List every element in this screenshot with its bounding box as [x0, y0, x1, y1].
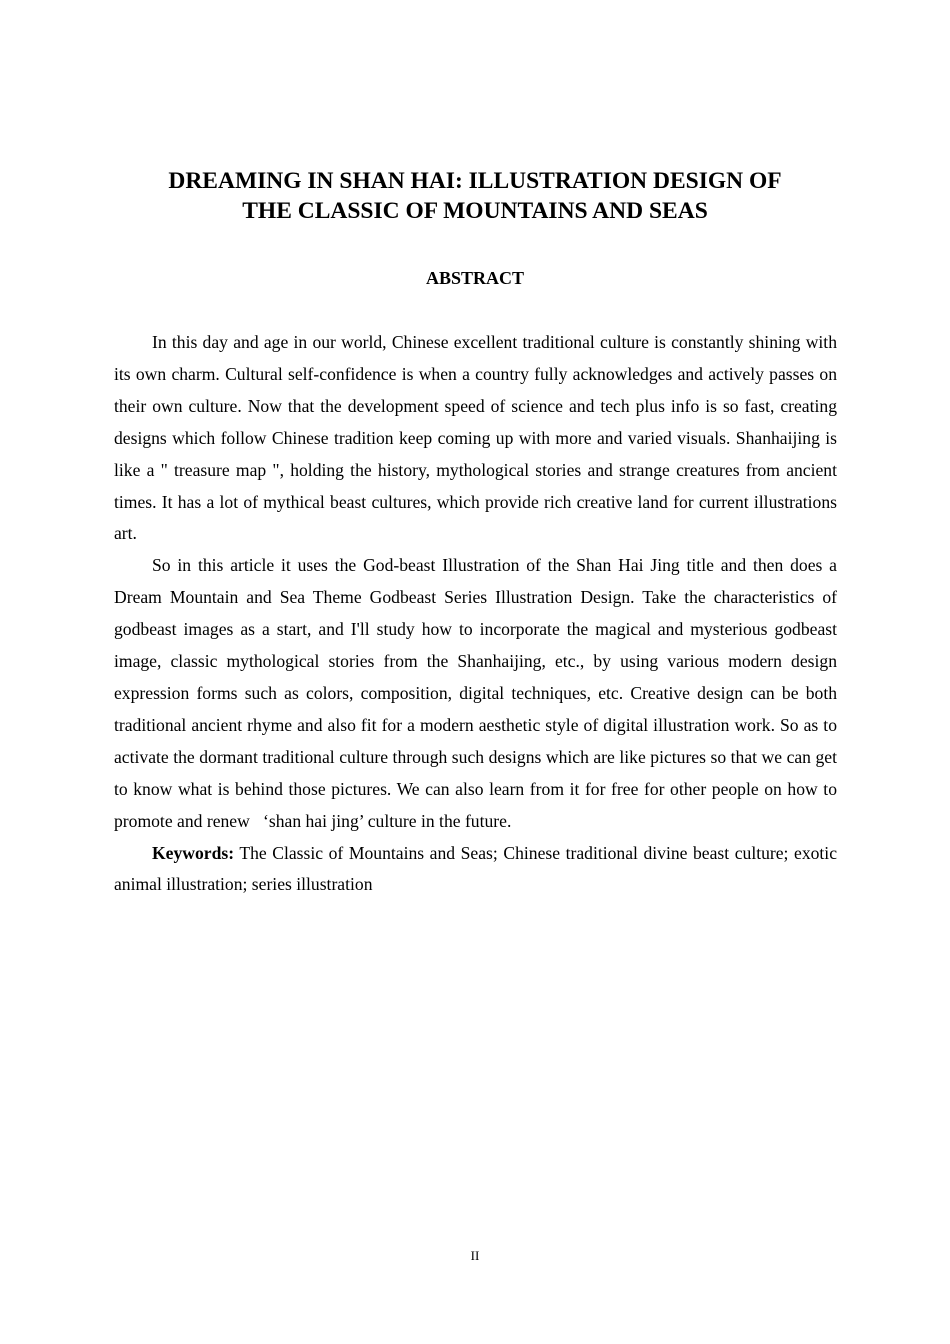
abstract-paragraph-2: So in this article it uses the God-beast Illustration of the Shan Hai Jing title and then does a Dream Mountain and Sea Theme Godbeast Series Illustration Design. Take the characteristics of godbeast images as a start, and I'll study how to incorporate the magical and mysterious godbeast image, classic mythological stories from the Shanhaijing, etc., by using various modern design expression forms such as colors, composition, digital techniques, etc. Creative design can be both traditional ancient rhyme and also fit for a modern aesthetic style of digital illustration work. So as to activate the dormant traditional culture through such designs which are like pictures so that we can get to know what is behind those pictures. We can also learn from it for free for other people on how to promote and renew ‘shan hai jing’ culture in the future.: [114, 555, 837, 831]
keywords-paragraph: [114, 838, 837, 902]
abstract-paragraph-1: In this day and age in our world, Chinese excellent traditional culture is constantly shining with its own charm. Cultural self-confidence is when a country fully acknowledges and actively passes on their own culture. Now that the development speed of science and tech plus info is so fast, creating designs which follow Chinese tradition keep coming up with more and varied visuals. Shanhaijing is like a " treasure map ", holding the history, mythological stories and strange creatures from ancient times. It has a lot of mythical beast cultures, which provide rich creative land for current illustrations art.: [114, 332, 837, 544]
document-title: [100, 166, 850, 226]
title-line-1: DREAMING IN SHAN HAI: ILLUSTRATION DESIGN OF: [168, 168, 782, 194]
keywords-label: Keywords:: [152, 842, 235, 863]
abstract-heading: ABSTRACT: [425, 268, 525, 288]
abstract-body: [114, 327, 837, 901]
title-line-2: THE CLASSIC OF MOUNTAINS AND SEAS: [242, 198, 708, 224]
page-number: II: [470, 1248, 480, 1263]
keywords-text: The Classic of Mountains and Seas; Chinese traditional divine beast culture; exotic animal illustration; series illustration: [114, 842, 837, 895]
